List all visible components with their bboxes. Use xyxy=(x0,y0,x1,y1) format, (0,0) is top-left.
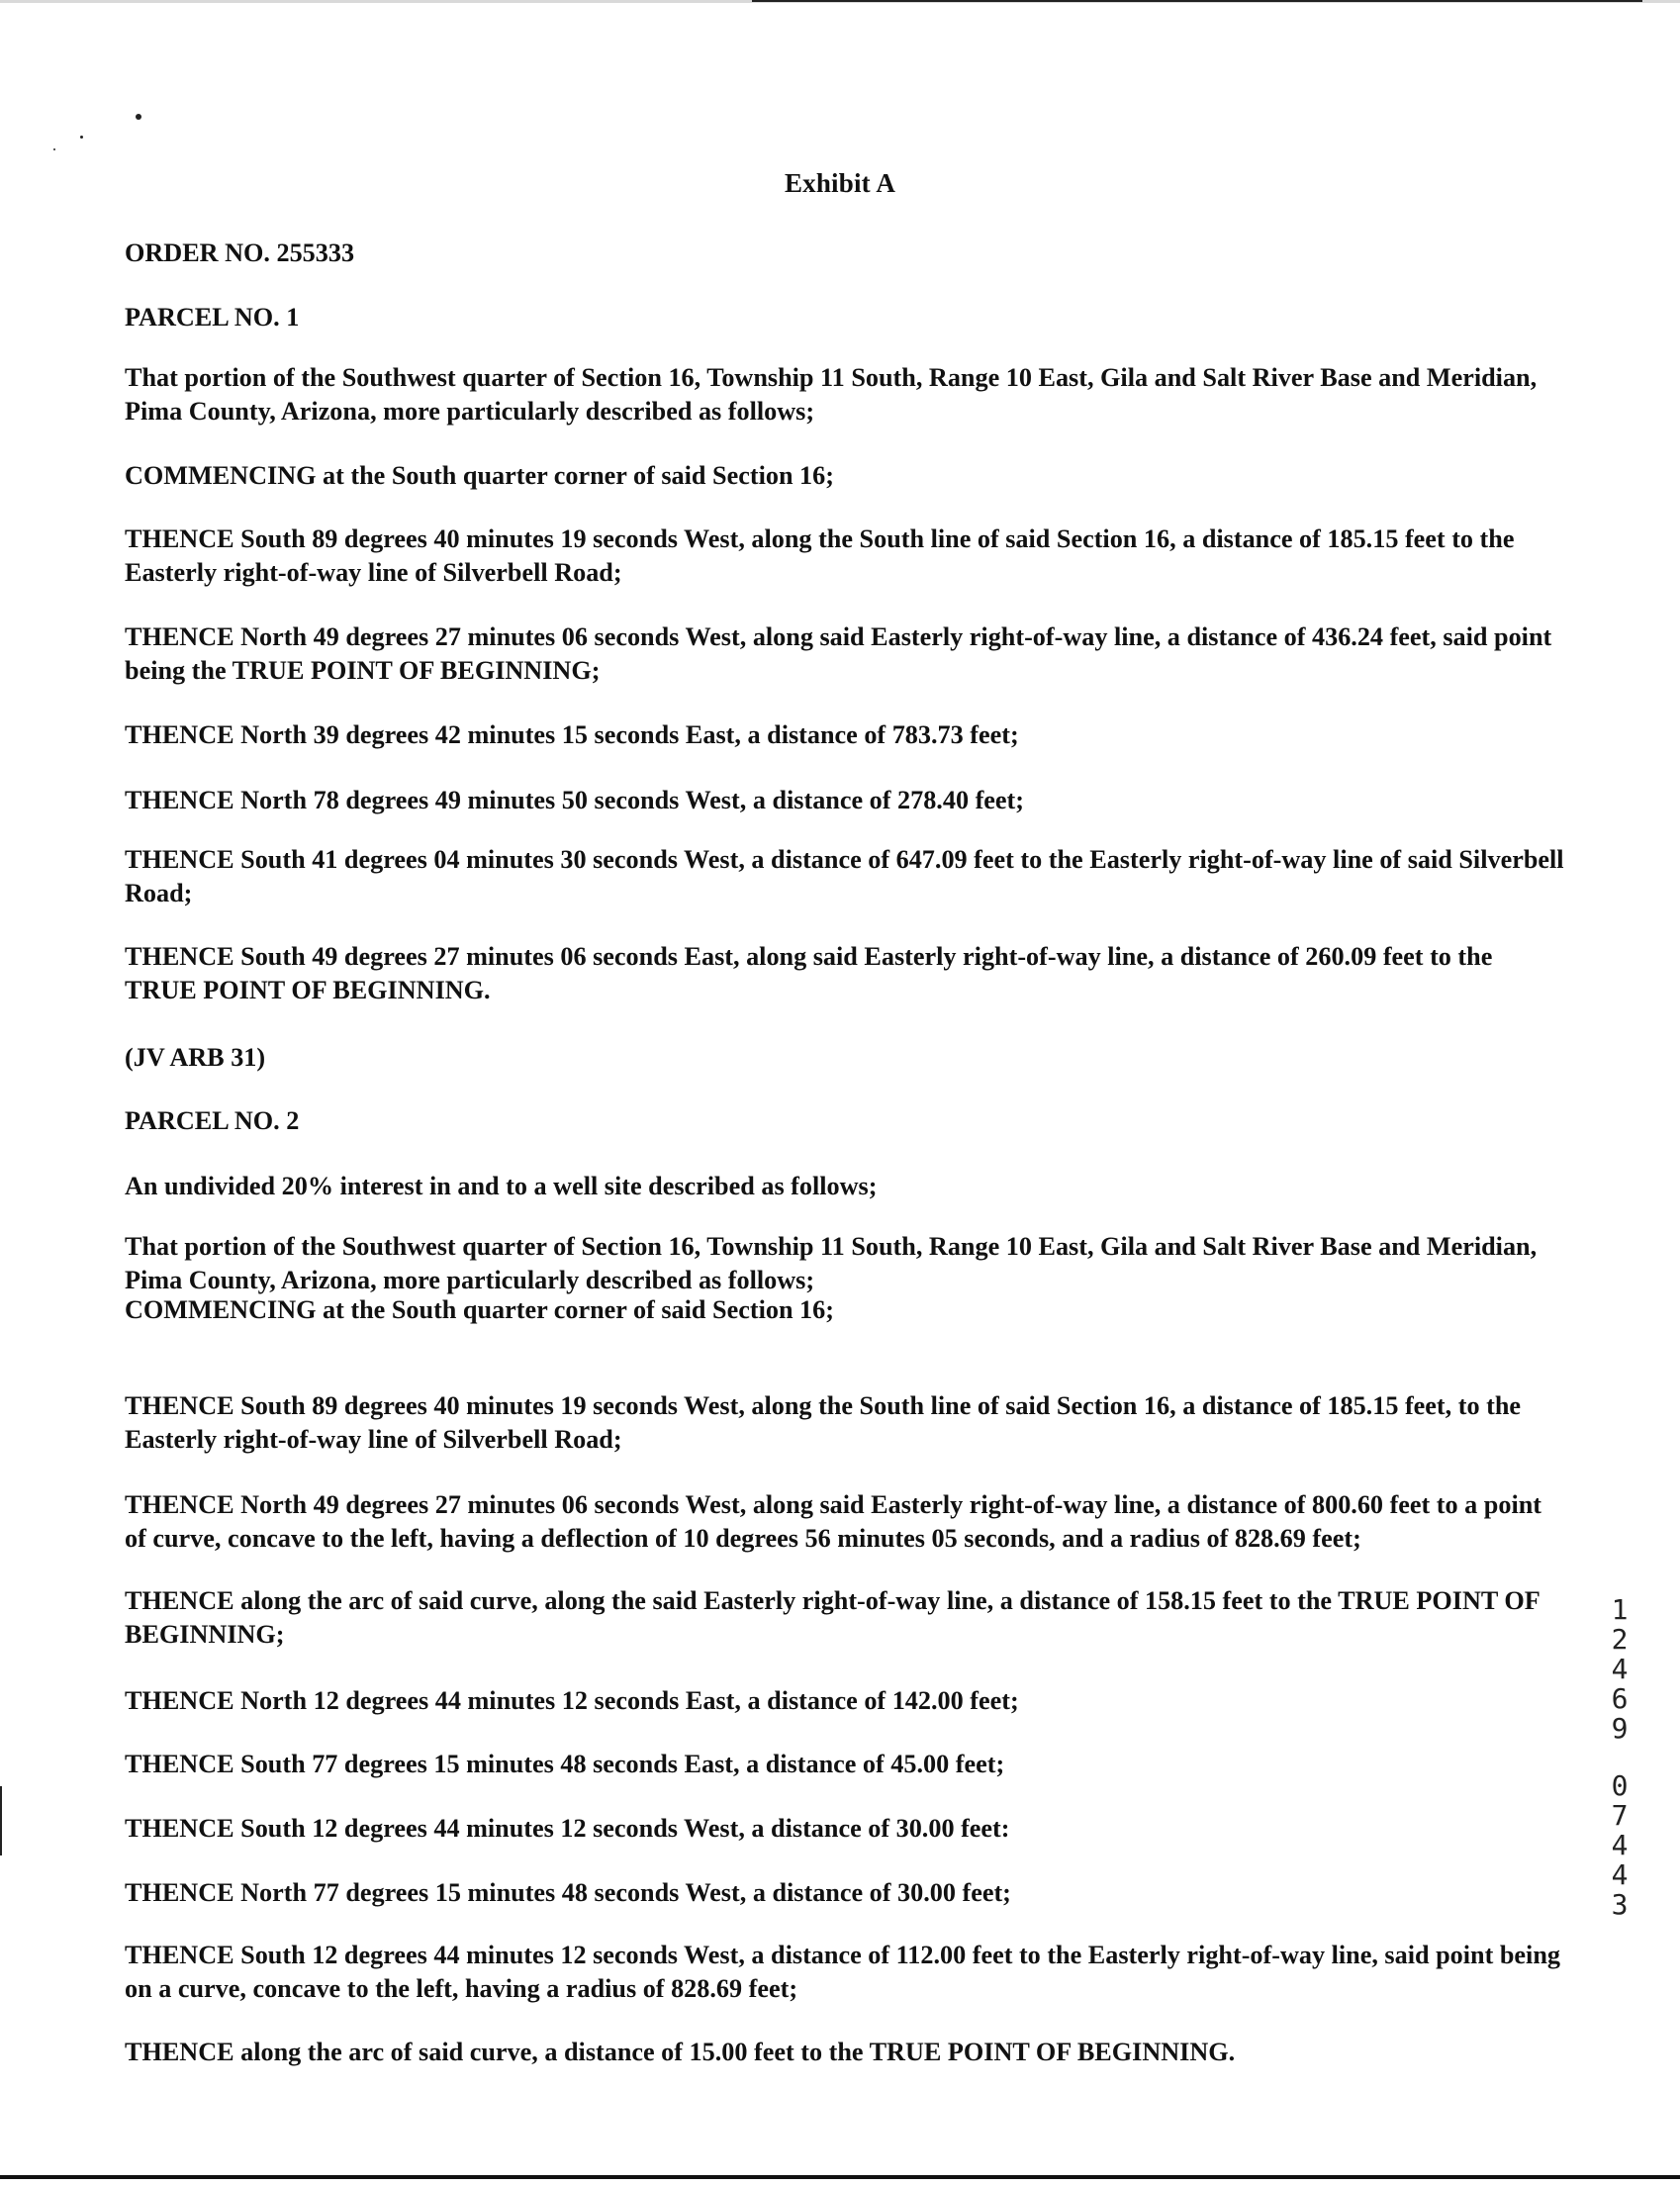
stamp-digit: 0 xyxy=(1611,1769,1629,1802)
stamp-digit: 2 xyxy=(1611,1623,1629,1656)
scan-speck xyxy=(136,114,141,120)
bottom-edge-rule xyxy=(0,2175,1680,2179)
scan-speck xyxy=(53,148,55,150)
parcel-2-interest: An undivided 20% interest in and to a well site described as follows; xyxy=(125,1172,878,1200)
order-number: ORDER NO. 255333 xyxy=(125,238,355,267)
parcel-2-heading: PARCEL NO. 2 xyxy=(125,1106,300,1135)
stamp-digit: 4 xyxy=(1611,1858,1629,1891)
parcel-2-call: THENCE North 49 degrees 27 minutes 06 seconds West, along said Easterly right-of-way line, a distance of 800.60 feet to a point of curve, concave to the left, having a deflection of 10 degrees 56 minutes 05 seconds, and a radius of 828.69 feet; xyxy=(125,1490,1542,1553)
parcel-2-call: THENCE South 89 degrees 40 minutes 19 seconds West, along the South line of said Section 16, a distance of 185.15 feet, to the Easterly right-of-way line of Silverbell Road; xyxy=(125,1391,1522,1454)
parcel-1-call: THENCE South 89 degrees 40 minutes 19 seconds West, along the South line of said Section 16, a distance of 185.15 feet to the Easterly right-of-way line of Silverbell Road; xyxy=(125,524,1515,587)
parcel-1-reference: (JV ARB 31) xyxy=(125,1043,266,1072)
stamp-digit: 7 xyxy=(1611,1799,1629,1832)
parcel-1-call: THENCE South 49 degrees 27 minutes 06 seconds East, along said Easterly right-of-way line, a distance of 260.09 feet to the TRUE POINT OF BEGINNING. xyxy=(125,942,1493,1004)
parcel-2-call: THENCE South 77 degrees 15 minutes 48 seconds East, a distance of 45.00 feet; xyxy=(125,1750,1005,1778)
parcel-1-call: THENCE South 41 degrees 04 minutes 30 seconds West, a distance of 647.09 feet to the Easterly right-of-way line of said Silverbell Road; xyxy=(125,845,1564,907)
parcel-1-description: That portion of the Southwest quarter of Section 16, Township 11 South, Range 10 East, Gila and Salt River Base and Meridian, Pima County, Arizona, more particularly described as follows; xyxy=(125,363,1538,426)
parcel-1-call: THENCE North 78 degrees 49 minutes 50 seconds West, a distance of 278.40 feet; xyxy=(125,786,1024,814)
parcel-2-call: THENCE North 77 degrees 15 minutes 48 seconds West, a distance of 30.00 feet; xyxy=(125,1878,1011,1907)
stamp-digit: 6 xyxy=(1611,1682,1629,1715)
parcel-2-description: That portion of the Southwest quarter of Section 16, Township 11 South, Range 10 East, Gila and Salt River Base and Meridian, Pima County, Arizona, more particularly described as follows; xyxy=(125,1232,1538,1294)
parcel-1-call: THENCE North 39 degrees 42 minutes 15 seconds East, a distance of 783.73 feet; xyxy=(125,720,1019,749)
stamp-digit: 9 xyxy=(1611,1712,1629,1745)
top-edge-dark-rule xyxy=(752,0,1642,2)
stamp-digit: 4 xyxy=(1611,1653,1629,1685)
left-edge-mark xyxy=(0,1786,2,1855)
parcel-2-commencing: COMMENCING at the South quarter corner of said Section 16; xyxy=(125,1295,834,1324)
parcel-1-commencing: COMMENCING at the South quarter corner of said Section 16; xyxy=(125,461,834,490)
parcel-2-call: THENCE along the arc of said curve, a distance of 15.00 feet to the TRUE POINT OF BEGINNING. xyxy=(125,2038,1236,2066)
parcel-2-call: THENCE South 12 degrees 44 minutes 12 seconds West, a distance of 30.00 feet: xyxy=(125,1814,1010,1843)
scan-speck xyxy=(80,136,83,139)
parcel-2-call: THENCE South 12 degrees 44 minutes 12 seconds West, a distance of 112.00 feet to the Easterly right-of-way line, said point being on a curve, concave to the left, having a radius of 828.69 feet; xyxy=(125,1941,1560,2003)
stamp-gap xyxy=(1600,1744,1639,1771)
parcel-1-call: THENCE North 49 degrees 27 minutes 06 seconds West, along said Easterly right-of-way line, a distance of 436.24 feet, said point being the TRUE POINT OF BEGINNING; xyxy=(125,622,1552,685)
parcel-2-call: THENCE along the arc of said curve, along the said Easterly right-of-way line, a distance of 158.15 feet to the TRUE POINT OF BEGINNING; xyxy=(125,1586,1540,1649)
stamp-digit: 3 xyxy=(1611,1888,1629,1921)
recording-stamp xyxy=(1600,1595,1639,1920)
stamp-digit: 1 xyxy=(1611,1593,1629,1626)
parcel-2-call: THENCE North 12 degrees 44 minutes 12 seconds East, a distance of 142.00 feet; xyxy=(125,1686,1019,1715)
stamp-digit: 4 xyxy=(1611,1829,1629,1861)
document-title: Exhibit A xyxy=(784,168,896,198)
parcel-1-heading: PARCEL NO. 1 xyxy=(125,303,300,332)
